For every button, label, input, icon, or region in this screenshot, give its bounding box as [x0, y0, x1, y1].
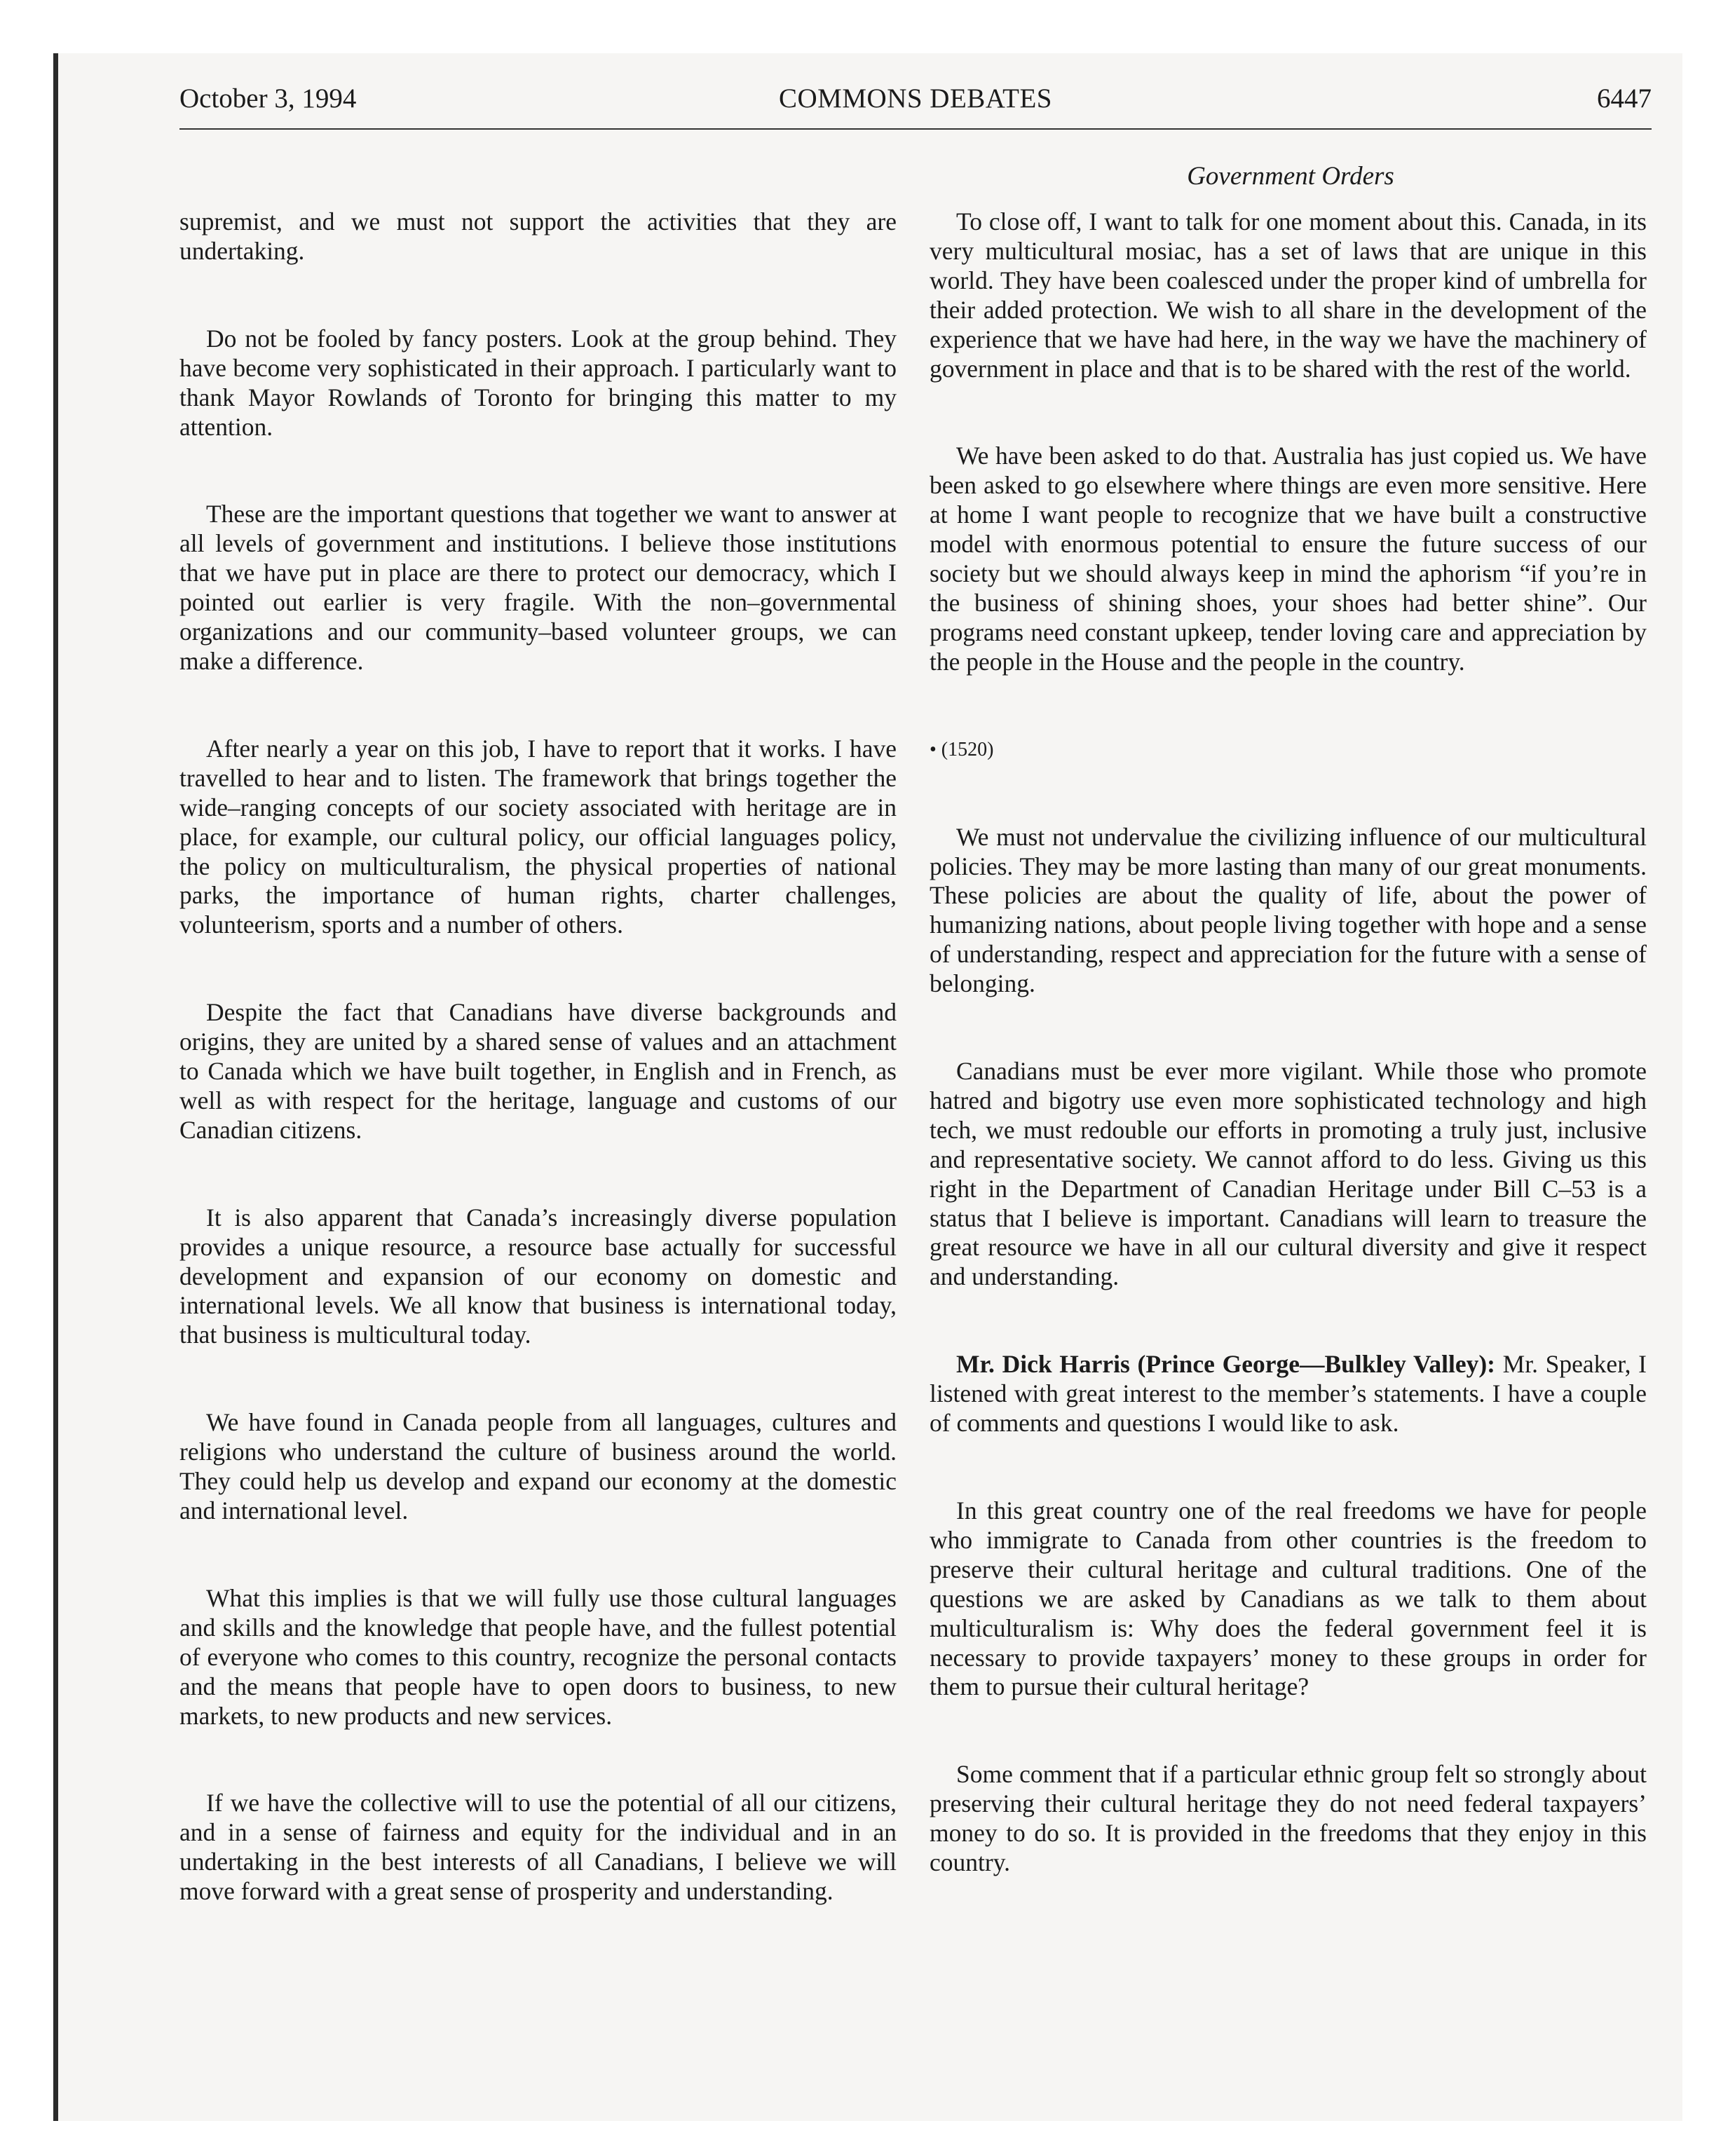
- paragraph: Some comment that if a particular ethnic group felt so strongly about preserving their cultural heritage they do not need federal taxpayers’ money to do so. It is provided in the freedoms that they enjoy in this country.: [930, 1760, 1647, 1877]
- speaker-text: Mr. Speaker, I listened with great interest to the member’s statements. I have a couple of comments and questions I would like to ask.: [930, 1350, 1647, 1438]
- left-column: [179, 207, 897, 1965]
- paragraph: Do not be fooled by fancy posters. Look at the group behind. They have become very sophisticated in their approach. I particularly want to thank Mayor Rowlands of Toronto for bringing this matter to my attention.: [179, 324, 897, 441]
- header-date: October 3, 1994: [179, 83, 357, 114]
- paragraph: What this implies is that we will fully use those cultural languages and skills and the knowledge that people have, and the fullest potential of everyone who comes to this country, recognize the personal contacts and the means that people have to open doors to business, to new markets, to new products and new services.: [179, 1583, 897, 1730]
- page-number: 6447: [1597, 83, 1652, 114]
- paragraph: These are the important questions that together we want to answer at all levels of government and institutions. I believe those institutions that we have put in place are there to protect our democracy, which I pointed out earlier is very fragile. With the non–governmental organizations and our community–based volunteer groups, we can make a difference.: [179, 500, 897, 675]
- section-label: Government Orders: [1187, 162, 1394, 191]
- paragraph: Despite the fact that Canadians have diverse backgrounds and origins, they are united by a shared sense of values and an attachment to Canada which we have built together, in English and in French, as well as with respect for the heritage, language and customs of our Canadian citizens.: [179, 998, 897, 1144]
- header-title: COMMONS DEBATES: [779, 83, 1052, 114]
- scan-shadow-edge: [53, 53, 58, 2121]
- time-marker: • (1520): [930, 738, 994, 760]
- paragraph: To close off, I want to talk for one moment about this. Canada, in its very multicultural mosiac, has a set of laws that are unique in this world. They have been coalesced under the proper kind of umbrella for their added protection. We wish to all share in the development of the experience that we have had here, in the way we have the machinery of government in place and that is to be shared with the rest of the world.: [930, 207, 1647, 383]
- paragraph: supremist, and we must not support the activities that they are undertaking.: [179, 207, 897, 265]
- running-header: [179, 83, 1652, 125]
- paragraph: We must not undervalue the civilizing influence of our multicultural policies. They may be more lasting than many of our great monuments. These policies are about the quality of life, about the power of humanizing nations, about people living together with hope and a sense of understanding, respect and appreciation for the future with a sense of belonging.: [930, 822, 1647, 998]
- paragraph: Canadians must be ever more vigilant. While those who promote hatred and bigotry use even more sophisticated technology and high tech, we must redouble our efforts in promoting a truly just, inclusive and representative society. We cannot afford to do less. Giving us this right in the Department of Canadian Heritage under Bill C–53 is a status that I believe is important. Canadians will learn to treasure the great resource we have in all our cultural diversity and give it respect and understanding.: [930, 1057, 1647, 1291]
- paragraph: We have found in Canada people from all languages, cultures and religions who understand the culture of business around the world. They could help us develop and expand our economy at the domestic and international level.: [179, 1408, 897, 1524]
- right-column: [930, 207, 1647, 1936]
- header-rule: [179, 128, 1652, 130]
- speaker-paragraph: [930, 1350, 1647, 1438]
- paragraph: If we have the collective will to use the potential of all our citizens, and in a sense of fairness and equity for the individual and in an undertaking in the best interests of all Canadians, I believe we will move forward with a great sense of prosperity and understanding.: [179, 1789, 897, 1906]
- paragraph: After nearly a year on this job, I have to report that it works. I have travelled to hear and to listen. The framework that brings together the wide–ranging concepts of our society associated with heritage are in place, for example, our cultural policy, our official languages policy, the policy on multiculturalism, the physical properties of national parks, the importance of human rights, charter challenges, volunteerism, sports and a number of others.: [179, 734, 897, 939]
- paragraph: We have been asked to do that. Australia has just copied us. We have been asked to go elsewhere where things are even more sensitive. Here at home I want people to recognize that we have built a constructive model with enormous potential to ensure the future success of our society but we should always keep in mind the aphorism “if you’re in the business of shining shoes, your shoes had better shine”. Our programs need constant upkeep, tender loving care and appreciation by the people in the House and the people in the country.: [930, 442, 1647, 676]
- paragraph: In this great country one of the real freedoms we have for people who immigrate to Canada from other countries is the freedom to preserve their cultural heritage and cultural traditions. One of the questions we are asked by Canadians as we talk to them about multiculturalism is: Why does the federal government feel it is necessary to provide taxpayers’ money to these groups in order for them to pursue their cultural heritage?: [930, 1496, 1647, 1701]
- speaker-name: Mr. Dick Harris (Prince George—Bulkley Valley):: [956, 1350, 1495, 1379]
- paragraph: It is also apparent that Canada’s increasingly diverse population provides a unique resource, a resource base actually for successful development and expansion of our economy on domestic and international levels. We all know that business is international today, that business is multicultural today.: [179, 1203, 897, 1349]
